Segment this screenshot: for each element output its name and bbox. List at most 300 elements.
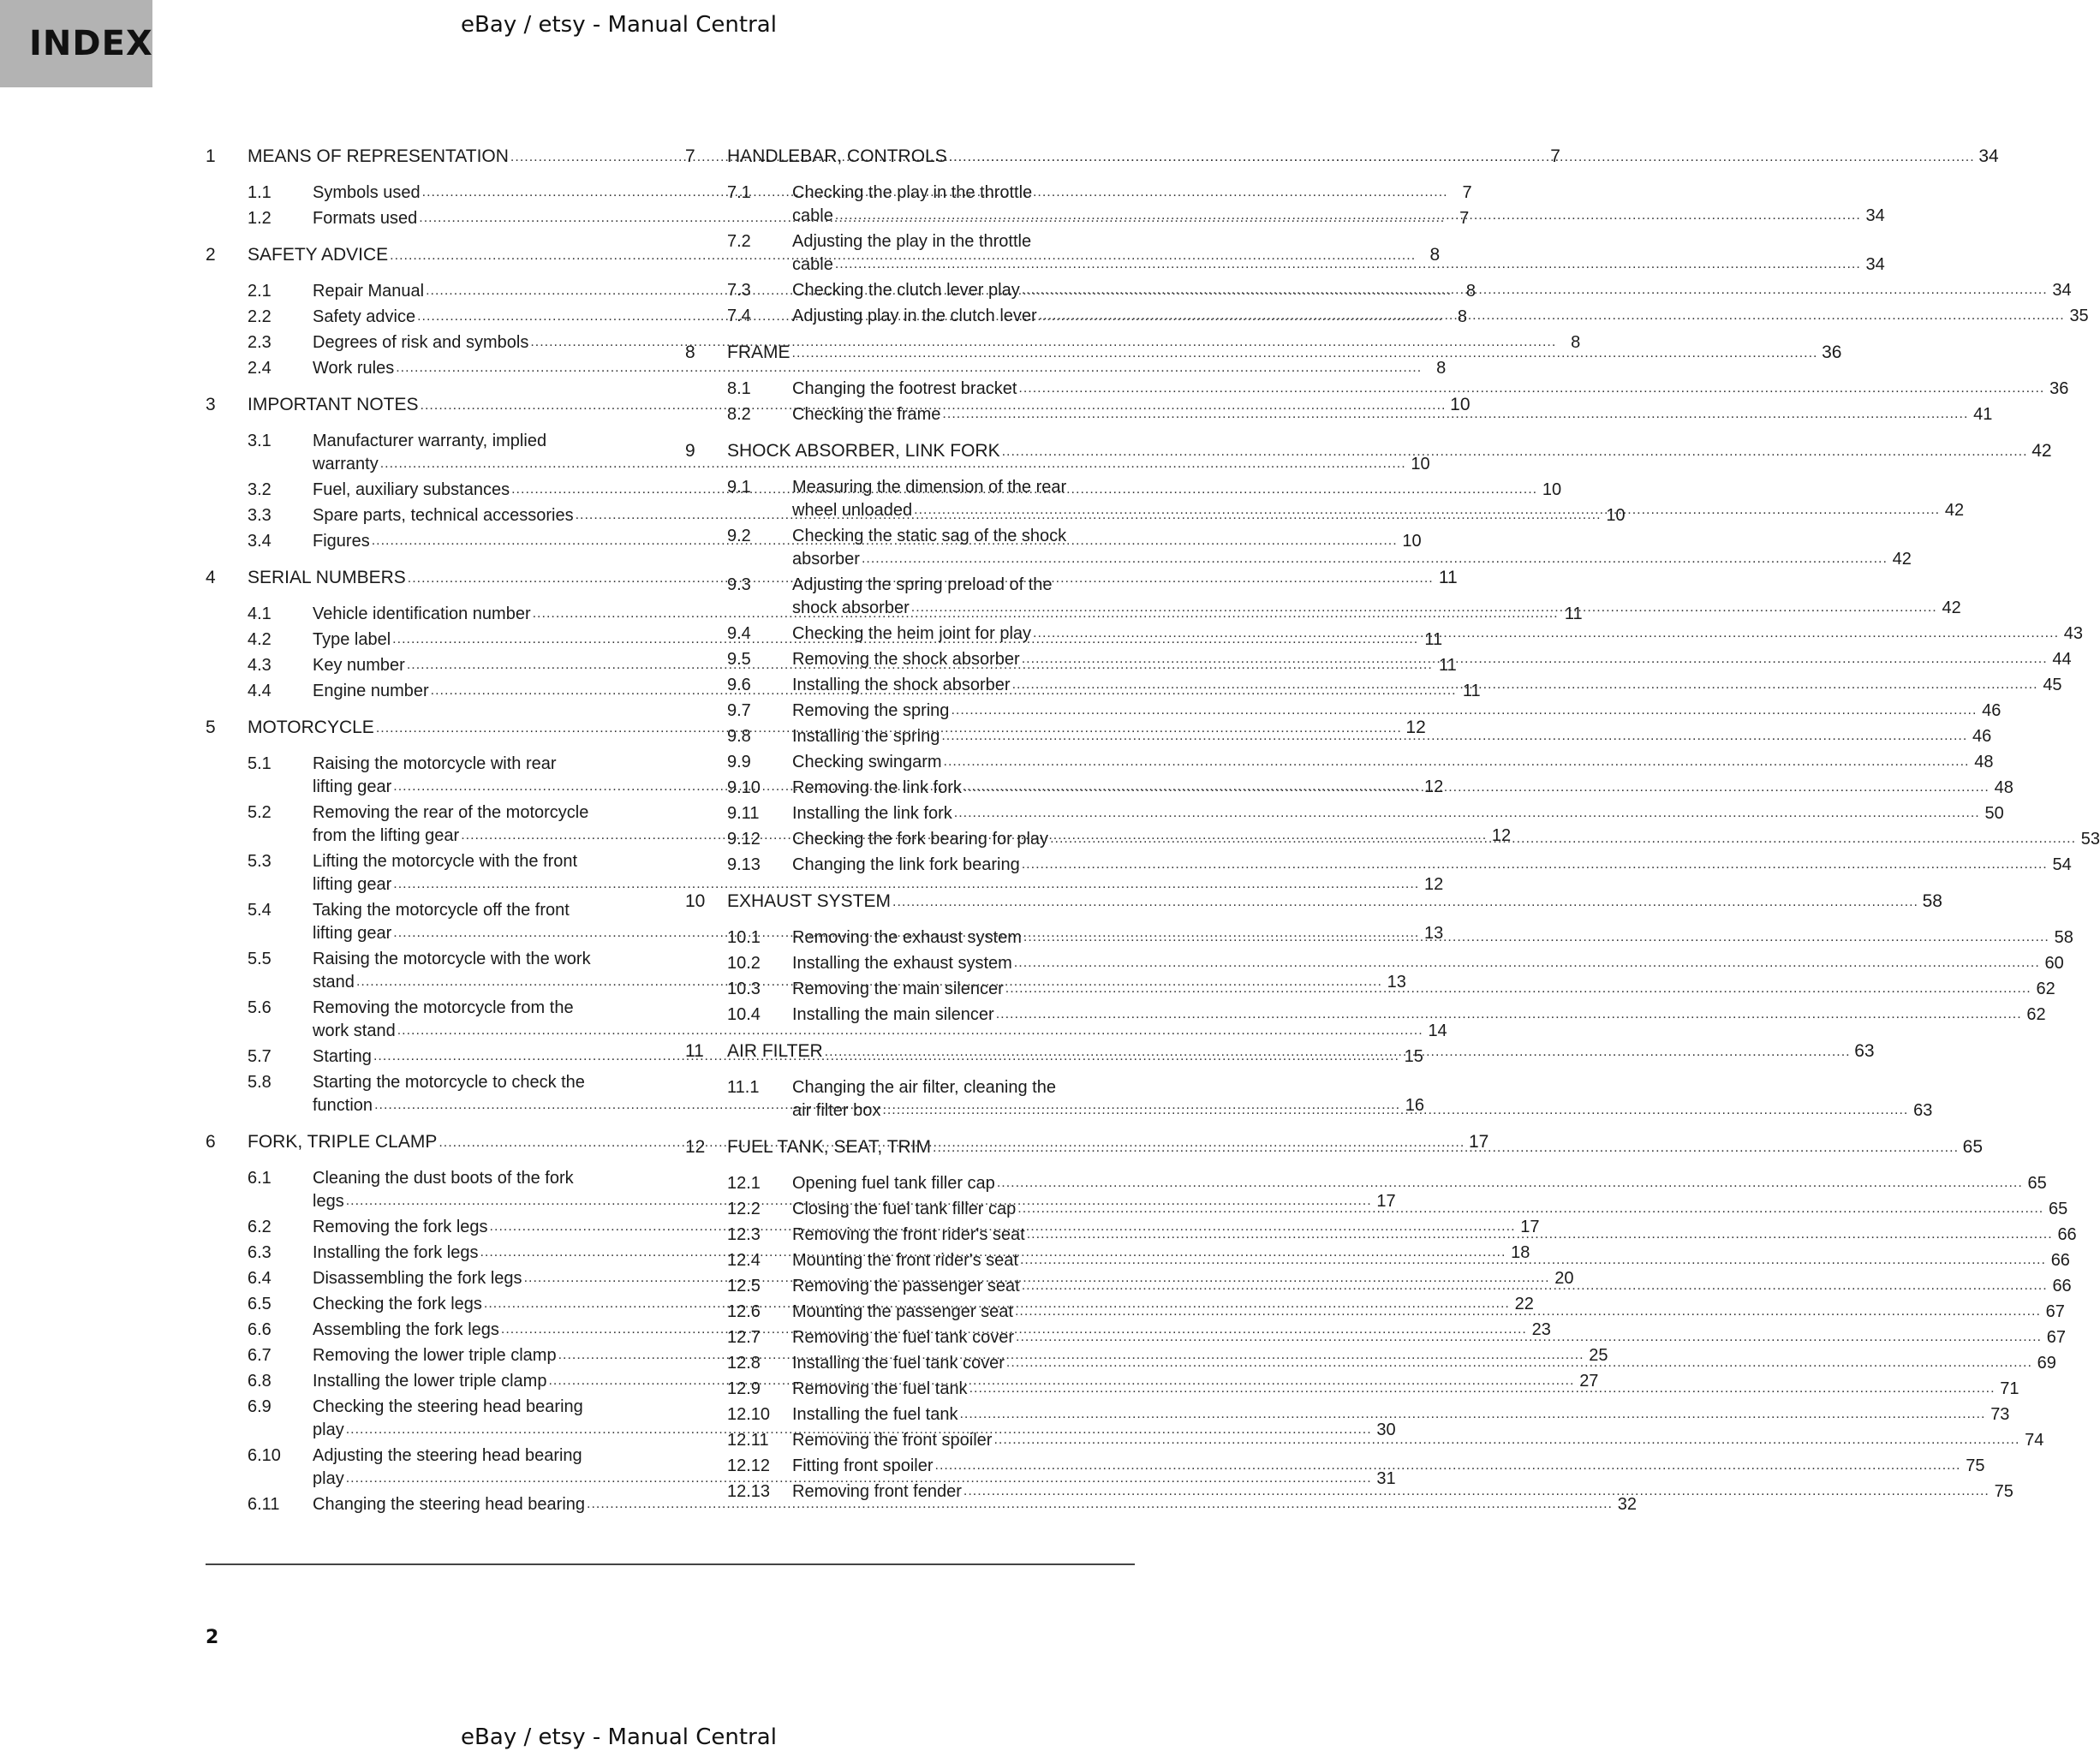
- section-number: 9.4: [727, 624, 751, 643]
- section-number: 9.1: [727, 478, 751, 497]
- section-number: 5.6: [248, 998, 271, 1017]
- section-page: 25: [1589, 1346, 1608, 1365]
- chapter-title: IMPORTANT NOTES: [248, 395, 419, 414]
- section-title-line: [792, 1480, 2013, 1504]
- section-number: 9.9: [727, 753, 751, 771]
- dot-leader: [954, 807, 1980, 820]
- chapter-number: 8: [685, 342, 695, 362]
- section-title: Removing the motorcycle from the: [313, 998, 574, 1017]
- section-title: Removing the exhaust system: [792, 928, 1022, 947]
- page-footer: eBay / etsy - Manual Central: [461, 1724, 777, 1750]
- section-page: 27: [1579, 1372, 1599, 1391]
- dot-leader: [1016, 1331, 2042, 1344]
- dot-leader: [997, 1176, 2023, 1190]
- section-number: 4.1: [248, 605, 271, 623]
- section-title-block: [792, 802, 2004, 825]
- section-number: 4.4: [248, 682, 271, 700]
- dot-leader: [1006, 1356, 2032, 1370]
- section-title: Adjusting the play in the throttle: [792, 232, 1032, 251]
- section-number: 7.2: [727, 232, 751, 251]
- section-number: 6.1: [248, 1169, 271, 1188]
- section-number: 3.4: [248, 532, 271, 551]
- section-title-block: [792, 378, 2068, 401]
- section-number: 6.3: [248, 1243, 271, 1262]
- section-title-line: [792, 777, 2013, 800]
- section-title-block: [792, 674, 2062, 697]
- section-title-line2: function: [313, 1096, 373, 1115]
- section-title-block: [792, 777, 2013, 800]
- dot-leader: [941, 730, 1967, 743]
- section-page: 65: [2027, 1174, 2047, 1193]
- section-title-line2: absorber: [792, 550, 860, 569]
- dot-leader: [1022, 858, 2048, 872]
- section-title: Symbols used: [313, 183, 421, 202]
- section-title-block: [792, 1224, 2077, 1247]
- section-number: 9.2: [727, 527, 751, 545]
- section-title-line2: air filter box: [792, 1101, 881, 1120]
- section-page: 10: [1606, 506, 1626, 525]
- section-page: 46: [1972, 727, 1992, 746]
- section-title-line: [792, 1378, 2019, 1401]
- section-number: 3.1: [248, 432, 271, 450]
- section-page: 67: [2045, 1302, 2065, 1321]
- dot-leader: [882, 1104, 1908, 1117]
- section-title: Removing the fuel tank: [792, 1379, 968, 1398]
- section-title-block: [792, 725, 1991, 748]
- section-title: Removing front fender: [792, 1482, 962, 1501]
- section-title-block: [792, 1004, 2046, 1027]
- section-title: Raising the motorcycle with the work: [313, 950, 591, 968]
- section-title-line: [792, 1249, 2070, 1272]
- section-page: 62: [2026, 1005, 2046, 1024]
- dot-leader: [914, 503, 1940, 517]
- section-title-block: [792, 1455, 1984, 1478]
- section-number: 12.10: [727, 1405, 771, 1424]
- dot-leader: [1014, 956, 2040, 970]
- section-title-block: [792, 279, 2072, 302]
- section-title-line: [792, 648, 2072, 671]
- toc-section-entry: [685, 952, 2064, 975]
- section-title-block: [792, 622, 2083, 646]
- dot-leader: [1020, 1254, 2046, 1267]
- section-title: Taking the motorcycle off the front: [313, 901, 570, 920]
- section-title-line: [792, 700, 2001, 723]
- section-title-line: [792, 926, 2073, 950]
- section-title: Repair Manual: [313, 282, 425, 301]
- section-title: Disassembling the fork legs: [313, 1269, 522, 1288]
- dot-leader: [1050, 832, 2076, 846]
- section-title: Formats used: [313, 209, 418, 228]
- dot-leader: [792, 347, 1818, 360]
- section-title-block: [792, 854, 2072, 877]
- section-title: Checking the fork bearing for play: [792, 830, 1049, 849]
- section-number: 10.4: [727, 1005, 761, 1024]
- section-number: 5.4: [248, 901, 271, 920]
- section-title: Closing the fuel tank filler cap: [792, 1200, 1017, 1218]
- section-title-line: [792, 1429, 2043, 1452]
- section-title: Changing the link fork bearing: [792, 855, 1020, 874]
- toc-section-entry: [685, 182, 1885, 228]
- dot-leader: [935, 1459, 1961, 1473]
- section-title-line2: lifting gear: [313, 875, 392, 894]
- section-number: 12.1: [727, 1174, 761, 1193]
- chapter-number: 7: [685, 146, 695, 166]
- section-title: Checking the clutch lever play: [792, 281, 1020, 300]
- section-page: 63: [1913, 1101, 1933, 1120]
- section-title: Vehicle identification number: [313, 605, 531, 623]
- section-number: 9.13: [727, 855, 761, 874]
- section-number: 7.4: [727, 307, 751, 325]
- section-page: 8: [1571, 333, 1581, 352]
- chapter-title: SERIAL NUMBERS: [248, 568, 406, 587]
- chapter-number: 9: [685, 441, 695, 461]
- toc-section-entry: [685, 854, 2072, 877]
- section-title: Removing the passenger seat: [792, 1277, 1020, 1295]
- section-number: 3.2: [248, 480, 271, 499]
- section-title-block: [792, 182, 1885, 228]
- section-title: Installing the lower triple clamp: [313, 1372, 547, 1391]
- section-number: 9.10: [727, 778, 761, 797]
- toc-section-entry: [685, 1403, 2010, 1426]
- section-number: 6.5: [248, 1295, 271, 1313]
- section-title: Checking swingarm: [792, 753, 942, 771]
- section-page: 53: [2080, 830, 2100, 849]
- section-title-line: [792, 622, 2083, 646]
- chapter-page: 12: [1405, 718, 1426, 737]
- section-page: 54: [2052, 855, 2072, 874]
- section-page: 13: [1387, 973, 1406, 992]
- section-title: Installing the link fork: [792, 804, 952, 823]
- section-title-block: [792, 1198, 2067, 1221]
- section-number: 12.12: [727, 1456, 771, 1475]
- section-page: 50: [1984, 804, 2004, 823]
- dot-leader: [951, 704, 1977, 718]
- dot-leader: [1018, 382, 2044, 396]
- section-page: 35: [2069, 307, 2089, 325]
- section-title-block: [792, 574, 1961, 620]
- dot-leader: [1022, 1279, 2048, 1293]
- section-number: 9.8: [727, 727, 751, 746]
- section-title: Removing the shock absorber: [792, 650, 1020, 669]
- section-title-block: [792, 230, 1885, 277]
- chapter-page: 11: [1438, 568, 1458, 587]
- section-number: 12.5: [727, 1277, 761, 1295]
- dot-leader: [933, 1141, 1959, 1155]
- section-page: 48: [1974, 753, 1994, 771]
- section-number: 5.5: [248, 950, 271, 968]
- section-title-line2: wheel unloaded: [792, 501, 913, 520]
- section-title-continued: [792, 597, 1961, 620]
- section-title-continued: [792, 253, 1885, 277]
- section-number: 6.9: [248, 1397, 271, 1416]
- section-title-block: [792, 1172, 2047, 1195]
- dot-leader: [949, 151, 1975, 164]
- dot-leader: [942, 408, 1968, 421]
- section-number: 2.3: [248, 333, 271, 352]
- section-title: Checking the fork legs: [313, 1295, 482, 1313]
- section-title-line2: stand: [313, 973, 355, 992]
- section-page: 75: [1966, 1456, 1985, 1475]
- section-page: 43: [2063, 624, 2084, 643]
- section-number: 6.2: [248, 1218, 271, 1236]
- section-title: Mounting the front rider's seat: [792, 1251, 1018, 1270]
- dot-leader: [1033, 627, 2059, 640]
- section-title-line: [792, 1275, 2072, 1298]
- chapter-title: SHOCK ABSORBER, LINK FORK: [727, 441, 1000, 461]
- section-title: Removing the front rider's seat: [792, 1225, 1025, 1244]
- section-title-block: [792, 1378, 2019, 1401]
- section-number: 5.8: [248, 1073, 271, 1092]
- dot-leader: [1002, 445, 2028, 459]
- section-page: 66: [2057, 1225, 2077, 1244]
- section-title: Installing the spring: [792, 727, 940, 746]
- section-title: Assembling the fork legs: [313, 1320, 499, 1339]
- section-page: 8: [1465, 282, 1477, 301]
- section-title: Starting the motorcycle to check the: [313, 1073, 585, 1092]
- section-page: 17: [1520, 1218, 1540, 1236]
- chapter-title: AIR FILTER: [727, 1041, 823, 1061]
- toc-section-entry: [206, 357, 1447, 380]
- section-page: 32: [1617, 1495, 1637, 1514]
- section-page: 12: [1424, 875, 1444, 894]
- section-number: 11.1: [727, 1078, 760, 1097]
- section-title-block: [792, 978, 2055, 1001]
- section-page: 16: [1405, 1096, 1425, 1115]
- page-header: eBay / etsy - Manual Central: [461, 12, 777, 38]
- toc-section-entry: [685, 1172, 2047, 1195]
- chapter-title: SAFETY ADVICE: [248, 245, 389, 265]
- section-title: Removing the spring: [792, 701, 950, 720]
- section-page: 41: [1973, 405, 1993, 424]
- section-number: 6.8: [248, 1372, 271, 1391]
- section-page: 42: [1944, 501, 1965, 520]
- section-page: 74: [2025, 1431, 2044, 1450]
- section-page: 60: [2044, 954, 2064, 973]
- section-page: 22: [1514, 1295, 1534, 1313]
- chapter-title: FORK, TRIPLE CLAMP: [248, 1132, 438, 1152]
- toc-chapter-entry: [685, 144, 1999, 170]
- dot-leader: [1017, 1202, 2043, 1216]
- section-title-line2: lifting gear: [313, 924, 392, 943]
- section-page: 58: [2054, 928, 2073, 947]
- section-number: 12.6: [727, 1302, 761, 1321]
- section-title-block: [792, 828, 2100, 851]
- section-page: 34: [1865, 255, 1885, 274]
- toc-section-entry: [685, 305, 2089, 328]
- section-number: 12.9: [727, 1379, 761, 1398]
- section-title: Manufacturer warranty, implied: [313, 432, 547, 450]
- section-page: 31: [1376, 1469, 1396, 1488]
- section-title-line: [792, 1301, 2065, 1324]
- section-title-block: [792, 1301, 2065, 1324]
- section-number: 12.7: [727, 1328, 761, 1347]
- section-page: 11: [1462, 682, 1481, 700]
- section-page: 8: [1457, 307, 1468, 326]
- section-title-line: [792, 952, 2064, 975]
- section-title-line2: play: [313, 1420, 344, 1439]
- section-page: 34: [1865, 206, 1885, 225]
- toc-section-entry: [685, 1480, 2013, 1504]
- section-page: 42: [1942, 599, 1961, 617]
- section-page: 15: [1404, 1047, 1423, 1066]
- chapter-page: 17: [1468, 1132, 1489, 1152]
- chapter-title: FUEL TANK, SEAT, TRIM: [727, 1137, 932, 1157]
- section-page: 30: [1376, 1420, 1396, 1439]
- section-title: Removing the link fork: [792, 778, 962, 797]
- section-number: 6.11: [248, 1495, 280, 1514]
- section-title-line2: cable: [792, 255, 833, 274]
- dot-leader: [1027, 1228, 2053, 1242]
- section-title-line2: shock absorber: [792, 599, 910, 617]
- chapter-page: 65: [1962, 1137, 1984, 1157]
- section-page: 66: [2052, 1277, 2072, 1295]
- section-number: 12.8: [727, 1354, 761, 1373]
- section-title-block: [792, 700, 2001, 723]
- section-title-line: [792, 1352, 2056, 1375]
- section-number: 4.3: [248, 656, 271, 675]
- section-page: 34: [2052, 281, 2072, 300]
- section-title-line: [792, 305, 2089, 328]
- section-page: 11: [1564, 605, 1583, 623]
- section-title-block: [792, 1249, 2070, 1272]
- toc-section-entry: [685, 828, 2100, 851]
- section-title: Figures: [313, 532, 370, 551]
- section-page: 7: [1462, 183, 1472, 202]
- section-title-line: [792, 1172, 2047, 1195]
- section-page: 71: [2000, 1379, 2019, 1398]
- section-title-line2: warranty: [313, 455, 379, 473]
- section-title-block: [792, 926, 2073, 950]
- section-title-block: [792, 403, 1992, 426]
- section-title: Spare parts, technical accessories: [313, 506, 574, 525]
- dot-leader: [1023, 931, 2049, 944]
- section-page: 11: [1424, 630, 1443, 649]
- section-title-block: [792, 1429, 2043, 1452]
- section-title: Opening fuel tank filler cap: [792, 1174, 995, 1193]
- section-title-continued: [792, 499, 1964, 522]
- section-title-line: [792, 674, 2062, 697]
- section-title: Key number: [313, 656, 405, 675]
- section-page: 45: [2043, 676, 2062, 694]
- section-title: Engine number: [313, 682, 429, 700]
- section-title-line2: work stand: [313, 1021, 396, 1040]
- section-number: 2.4: [248, 359, 271, 378]
- section-title-block: [792, 1275, 2072, 1298]
- section-page: 67: [2046, 1328, 2066, 1347]
- chapter-number: 11: [685, 1041, 704, 1061]
- section-page: 66: [2050, 1251, 2070, 1270]
- section-number: 12.3: [727, 1225, 761, 1244]
- toc-section-entry: [685, 378, 2069, 401]
- chapter-page: 58: [1922, 891, 1942, 911]
- section-title: Fuel, auxiliary substances: [313, 480, 510, 499]
- section-title-line: [792, 854, 2072, 877]
- dot-leader: [1012, 678, 2038, 692]
- toc-section-entry: [685, 700, 2002, 723]
- section-title-block: [792, 1480, 2013, 1504]
- dot-leader: [835, 258, 1861, 271]
- section-title-block: [792, 1076, 1932, 1123]
- section-page: 14: [1428, 1021, 1447, 1040]
- page-number: 2: [206, 1627, 219, 1648]
- section-number: 1.2: [248, 209, 271, 228]
- chapter-page: 8: [1429, 245, 1441, 265]
- section-number: 8.1: [727, 379, 751, 398]
- section-number: 5.3: [248, 852, 271, 871]
- section-page: 8: [1436, 359, 1447, 378]
- chapter-number: 5: [206, 718, 216, 737]
- section-number: 6.7: [248, 1346, 271, 1365]
- dot-leader: [1022, 283, 2048, 297]
- section-number: 9.11: [727, 804, 760, 823]
- chapter-title: HANDLEBAR, CONTROLS: [727, 146, 947, 166]
- section-title: Starting: [313, 1047, 372, 1066]
- section-page: 13: [1424, 924, 1444, 943]
- section-page: 65: [2048, 1200, 2068, 1218]
- section-page: 42: [1892, 550, 1912, 569]
- section-title: Checking the heim joint for play: [792, 624, 1032, 643]
- section-title-line: [792, 725, 1991, 748]
- section-title-line2: play: [313, 1469, 344, 1488]
- chapter-number: 4: [206, 568, 216, 587]
- toc-chapter-entry: [685, 340, 1842, 366]
- dot-leader: [963, 781, 1990, 795]
- section-page: 69: [2037, 1354, 2056, 1373]
- section-number: 2.1: [248, 282, 271, 301]
- section-title: Installing the main silencer: [792, 1005, 994, 1024]
- toc-section-entry: [685, 751, 1994, 774]
- dot-leader: [1022, 652, 2048, 666]
- section-title: Fitting front spoiler: [792, 1456, 934, 1475]
- section-title-line: [792, 751, 1993, 774]
- section-number: 12.13: [727, 1482, 771, 1501]
- dot-leader: [892, 896, 1918, 909]
- section-title-block: [792, 1352, 2056, 1375]
- chapter-title: MOTORCYCLE: [248, 718, 374, 737]
- section-title: Raising the motorcycle with rear: [313, 754, 557, 773]
- section-title: Removing the fuel tank cover: [792, 1328, 1015, 1347]
- section-title: Installing the shock absorber: [792, 676, 1011, 694]
- chapter-page: 36: [1822, 342, 1842, 362]
- section-title: Installing the fuel tank: [792, 1405, 958, 1424]
- section-page: 11: [1439, 656, 1457, 675]
- section-title-line: [792, 1403, 2009, 1426]
- section-title-block: [792, 751, 1993, 774]
- dot-leader: [1039, 309, 2065, 323]
- dot-leader: [996, 1008, 2022, 1021]
- section-title: Removing the front spoiler: [792, 1431, 993, 1450]
- section-title: Checking the static sag of the shock: [792, 527, 1067, 545]
- section-title: Installing the fuel tank cover: [792, 1354, 1005, 1373]
- chapter-page: 34: [1978, 146, 1999, 166]
- section-number: 9.5: [727, 650, 751, 669]
- section-number: 6.4: [248, 1269, 271, 1288]
- section-title: Adjusting play in the clutch lever: [792, 307, 1037, 325]
- section-title-line: [792, 378, 2068, 401]
- toc-section-entry: [685, 230, 1885, 277]
- section-number: 12.2: [727, 1200, 761, 1218]
- section-title: Removing the main silencer: [792, 980, 1004, 998]
- section-title-line2: cable: [792, 206, 833, 225]
- section-page: 17: [1376, 1192, 1396, 1211]
- chapter-number: 10: [685, 891, 706, 911]
- section-number: 10.2: [727, 954, 761, 973]
- section-title: Mounting the passenger seat: [792, 1302, 1013, 1321]
- toc-section-entry: [206, 1493, 1637, 1516]
- section-number: 3.3: [248, 506, 271, 525]
- dot-leader: [1005, 982, 2031, 996]
- section-title: Removing the rear of the motorcycle: [313, 803, 589, 822]
